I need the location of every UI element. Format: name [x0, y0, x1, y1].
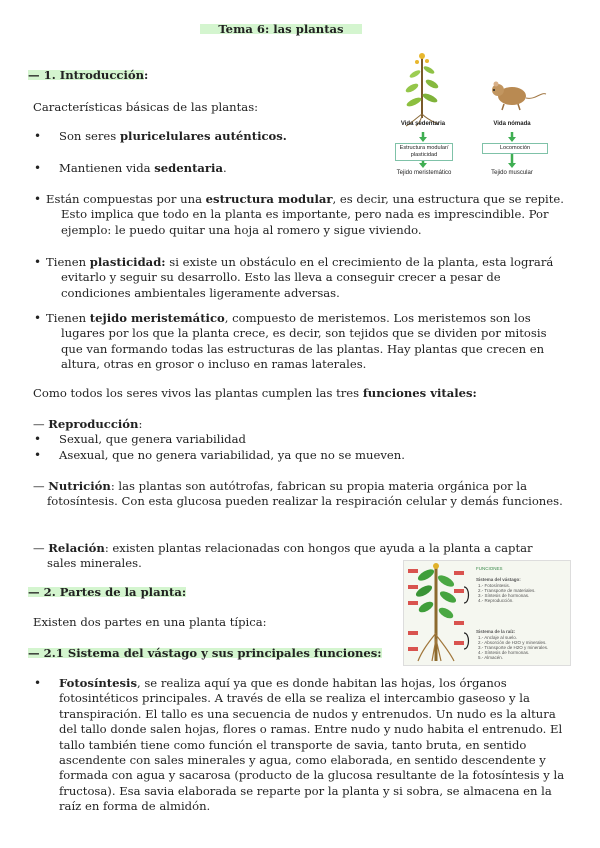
section-heading-introduccion — [28, 68, 148, 83]
bullet-item-pluricelulares: Son seres pluricelulares auténticos. — [59, 129, 287, 143]
plant-functions-figure — [403, 560, 571, 666]
bullet-marker: • — [34, 129, 42, 143]
section-heading-vastago — [28, 646, 382, 661]
bullet-marker: • — [34, 311, 42, 325]
section-heading-text: — 2. Partes de la planta: — [28, 585, 187, 599]
bullet-marker: • — [34, 161, 42, 175]
figure2-vastago-item: 1.- Fotosíntesis. — [478, 583, 511, 588]
reproduccion-item-asexual: Asexual, que no genera variabilidad, ya que no se mueven. — [59, 448, 405, 462]
vital-functions-text: Como todos los seres vivos las plantas cumplen las tres funciones vitales: — [33, 386, 477, 400]
plant-diagram-graphic — [406, 561, 468, 665]
comparison-figure — [390, 40, 558, 180]
bullet-marker: • — [34, 432, 42, 446]
bullet-marker: • — [34, 192, 42, 206]
figure2-raiz-item: 4.- Síntesis de hormonas. — [478, 650, 530, 655]
plant-illustration — [404, 53, 439, 126]
bullet-item-estructura-modular: Están compuestas por una estructura modular, es decir, una estructura que se repite. Esto implica que todo en la planta es importante, pero nada es imprescindible. Por ejemplo: le puedo quitar una hoja al romero y sigue viviendo. — [46, 192, 564, 237]
figure2-raiz-item: 3.- Transporte de H2O y minerales. — [478, 645, 549, 650]
reproduccion-item-sexual: Sexual, que genera variabilidad — [59, 432, 246, 446]
figure2-vastago-item: 2.- Transporte de materiales. — [478, 588, 536, 593]
figure-label-tejido-meristematico: Tejido meristemático — [396, 170, 452, 176]
relacion-text: — Relación: existen plantas relacionadas con hongos que ayuda a la planta a captar sales minerales. — [33, 541, 533, 571]
bullet-marker: • — [34, 448, 42, 462]
figure2-vastago-item: 4.- Reproducción. — [478, 598, 514, 603]
figure2-raiz-item: 2.- Absorción de H2O y minerales. — [478, 640, 547, 645]
bullet-item-tejido-meristematico: Tienen tejido meristemático, compuesto de meristemos. Los meristemos son los lugares por los que la planta crece, es decir, son tejidos que se dividen por mitosis que van formando todas las estructuras de las plantas. Hay plantas que crecen en altura, otras en grosor o incluso en ramas laterales. — [46, 311, 547, 372]
reproduccion-heading: — Reproducción: — [33, 417, 143, 431]
bullet-item-plasticidad: Tienen plasticidad: si existe un obstáculo en el crecimiento de la planta, esta logrará evitarlo y seguir su desarrollo. Esto las lleva a conseguir crecer a pesar de condiciones ambientales ligeramente adversas. — [46, 255, 554, 300]
figure-box-estructura: Estructura modular/ plasticidad — [395, 143, 453, 161]
figure-label-tejido-muscular: Tejido muscular — [491, 170, 533, 176]
mouse-illustration — [492, 82, 546, 111]
figure2-heading: FUNCIONES — [476, 566, 503, 571]
figure-box-locomocion: Locomoción — [482, 143, 548, 154]
figure2-vastago-item: 3.- Síntesis de hormonas. — [478, 593, 530, 598]
bracket-icon — [462, 585, 472, 605]
bullet-marker: • — [34, 255, 42, 269]
bullet-item-sedentaria: Mantienen vida sedentaria. — [59, 161, 227, 175]
page-title: Tema 6: las plantas — [200, 22, 362, 36]
figure2-raiz-item: 1.- Anclaje al suelo. — [478, 635, 518, 640]
figure-label-vida-nomada: Vida nómada — [493, 121, 531, 127]
intro-text: Características básicas de las plantas: — [33, 100, 259, 114]
figure2-raiz-item: 5.- Almacén. — [478, 655, 504, 660]
nutricion-text: — Nutrición: las plantas son autótrofas, fabrican su propia materia orgánica por la fotosíntesis. Con esta glucosa pueden realizar la respiración celular y demás funciones. — [33, 479, 563, 509]
bullet-marker: • — [34, 676, 42, 690]
figure-label-vida-sedentaria: Vida sedentaria — [400, 121, 446, 127]
section-heading-partes — [28, 585, 186, 600]
partes-intro-text: Existen dos partes en una planta típica: — [33, 615, 267, 629]
bracket-icon — [462, 631, 472, 651]
section-heading-colon: : — [144, 68, 149, 82]
figure2-raiz-title: Sistema de la raíz: — [476, 629, 516, 634]
bullet-item-fotosintesis: Fotosíntesis, se realiza aquí ya que es donde habitan las hojas, los órganos fotosintéticos principales. A través de ella se realiza el intercambio gaseoso y la transpiración. El tallo es una secuencia de nudos y entrenudos. Un nudo es la altura del tallo donde salen hojas, flores o ramas. Entre nudo y nudo habita el entrenudo. El tallo también tiene como función el transporte de savia, tanto bruta, en sentido ascendente con sales minerales y agua, como elaborada, en sentido descendente y formada con agua y sacarosa (producto de la glucosa resultante de la fotosíntesis y la fructosa). Esa savia elaborada se reparte por la planta y si sobra, se almacena en la raíz en forma de almidón. — [59, 676, 565, 814]
section-heading-text: — 1. Introducción — [28, 68, 145, 82]
section-heading-text: — 2.1 Sistema del vástago y sus principales funciones: — [28, 646, 382, 660]
figure2-vastago-title: Sistema del vástago: — [476, 577, 521, 582]
